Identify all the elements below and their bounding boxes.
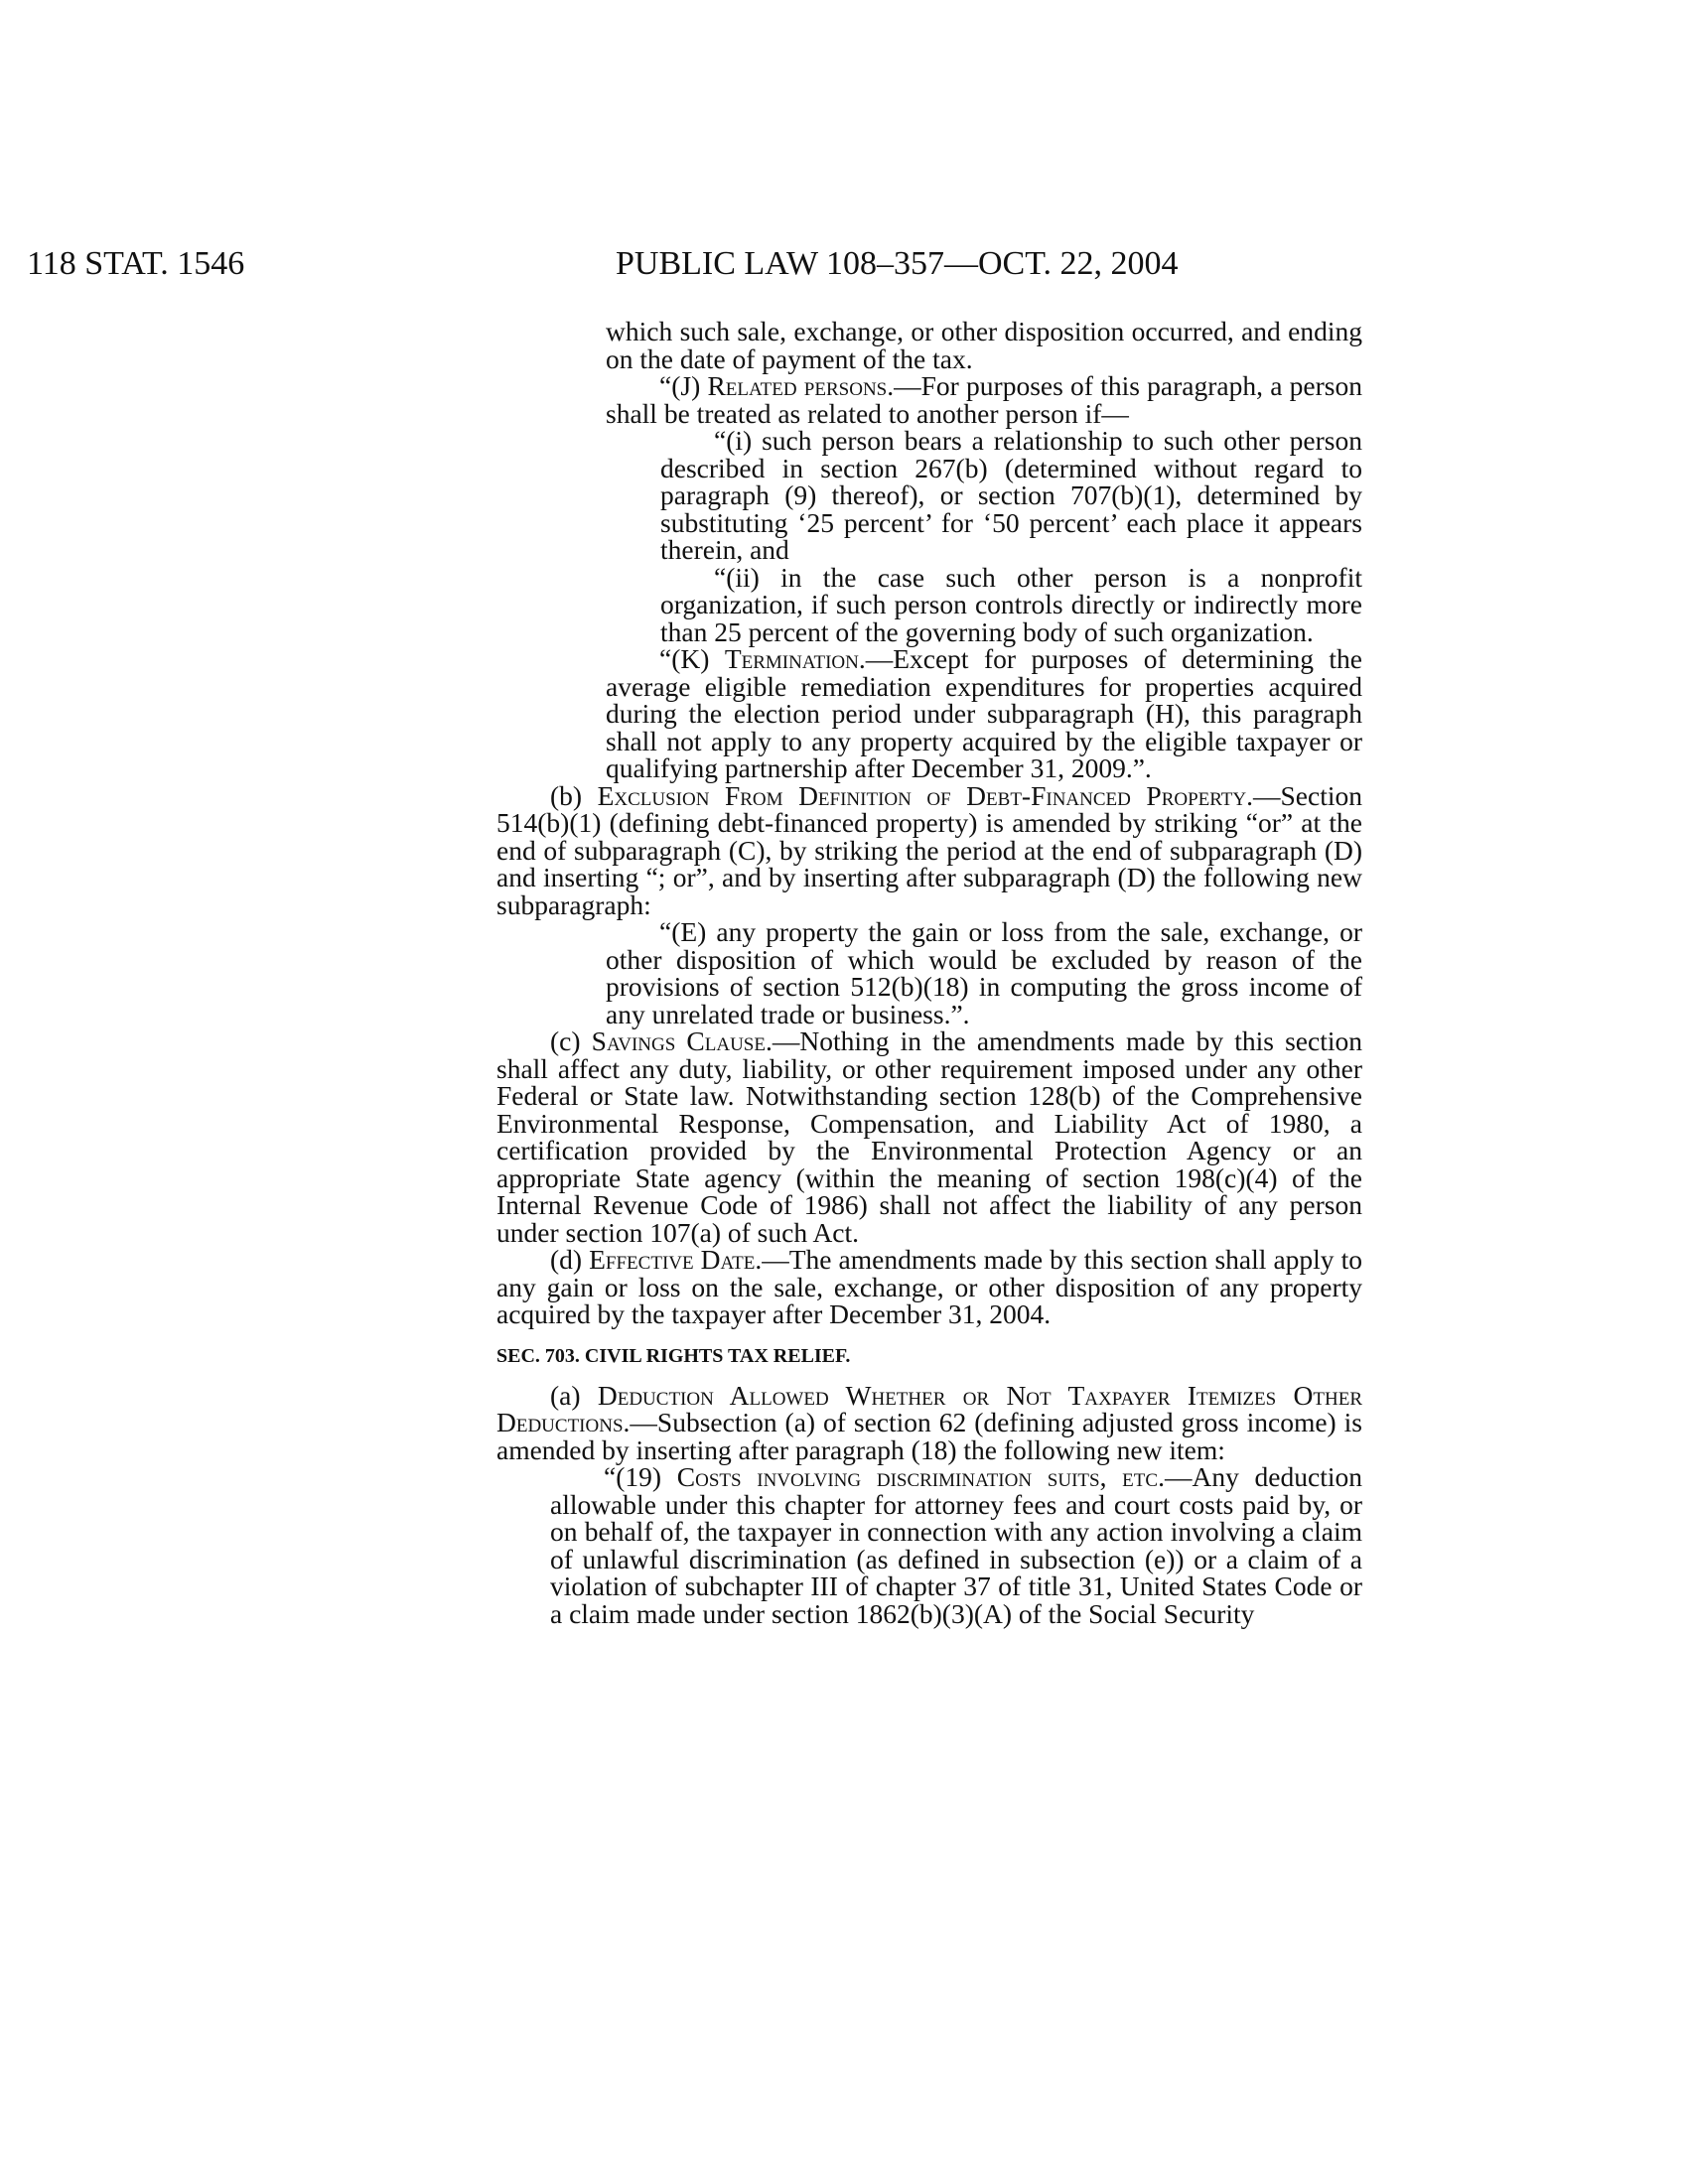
paragraph-k-termination: “(K) Termination.—Except for purposes of determining the average eligible remediation expenditures for properties acquired during the election period under subparagraph (H), this paragraph shall not apply to any property acquired by the eligible taxpayer or qualifying partnership after December 31, 2009.”. <box>606 643 1362 783</box>
subsection-b-exclusion: (b) Exclusion From Definition of Debt-Financed Property.—Section 514(b)(1) (defining debt-financed property) is amended by striking “or” at the end of subparagraph (C), by striking the period at the end of subparagraph (D) and inserting “; or”, and by inserting after subparagraph (D) the following new subparagraph: <box>496 779 1362 920</box>
subsection-a-deduction: (a) Deduction Allowed Whether or Not Taxpayer Itemizes Other Deductions.—Subsection (a) of section 62 (defining adjusted gross income) is amended by inserting after paragraph (18) the following new item: <box>496 1379 1362 1465</box>
heading-deduction: Deduction Allowed Whether or Not Taxpayer Itemizes Other Deductions <box>496 1379 1362 1437</box>
paragraph-continuation: which such sale, exchange, or other disposition occurred, and ending on the date of payment of the tax. <box>606 316 1362 374</box>
heading-related-persons: Related persons <box>707 370 888 401</box>
heading-savings-clause: Savings Clause <box>591 1025 766 1056</box>
page-header <box>0 245 1688 289</box>
statute-reference: 118 STAT. 1546 <box>27 245 245 282</box>
clause-ii: “(ii) in the case such other person is a nonprofit organization, if such person controls directly or indirectly more than 25 percent of the governing body of such organization. <box>660 561 1362 647</box>
paragraph-j-related-persons: “(J) Related persons.—For purposes of this paragraph, a person shall be treated as related to another person if— <box>606 370 1362 429</box>
subsection-d-effective-date: (d) Effective Date.—The amendments made by this section shall apply to any gain or loss on the sale, exchange, or other disposition of any property acquired by the taxpayer after December 31, 2004. <box>496 1244 1362 1329</box>
running-head: PUBLIC LAW 108–357—OCT. 22, 2004 <box>616 245 1179 282</box>
heading-effective-date: Effective Date <box>589 1244 756 1275</box>
subparagraph-e: “(E) any property the gain or loss from the sale, exchange, or other disposition of which would be excluded by reason of the provisions of section 512(b)(18) in computing the gross income of any unrelated trade or business.”. <box>606 916 1362 1029</box>
section-heading: SEC. 703. CIVIL RIGHTS TAX RELIEF. <box>496 1344 851 1367</box>
subsection-c-savings-clause: (c) Savings Clause.—Nothing in the amendments made by this section shall affect any duty, liability, or other requirement imposed under any other Federal or State law. Notwithstanding section 128(b) of the Comprehensive Environmental Response, Compensation, and Liability Act of 1980, a certification provided by the Environmental Protection Agency or an appropriate State agency (within the meaning of section 198(c)(4) of the Internal Revenue Code of 1986) shall not affect the liability of any person under section 107(a) of such Act. <box>496 1025 1363 1248</box>
document-body <box>496 318 1362 1627</box>
paragraph-19-costs: “(19) Costs involving discrimination suits, etc.—Any deduction allowable under this chapter for attorney fees and court costs paid by, or on behalf of, the taxpayer in connection with any action involving a claim of unlawful discrimination (as defined in subsection (e)) or a claim of a violation of subchapter III of chapter 37 of title 31, United States Code or a claim made under section 1862(b)(3)(A) of the Social Security <box>550 1461 1362 1629</box>
heading-termination: Termination <box>724 643 859 674</box>
clause-i: “(i) such person bears a relationship to such other person described in section 267(b) (determined without regard to paragraph (9) thereof), or section 707(b)(1), determined by substituting ‘25 percent’ for ‘50 percent’ each place it appears therein, and <box>660 425 1362 565</box>
heading-costs: Costs involving discrimination suits, etc <box>676 1461 1159 1492</box>
heading-exclusion: Exclusion From Definition of Debt-Financed Property <box>597 779 1247 811</box>
